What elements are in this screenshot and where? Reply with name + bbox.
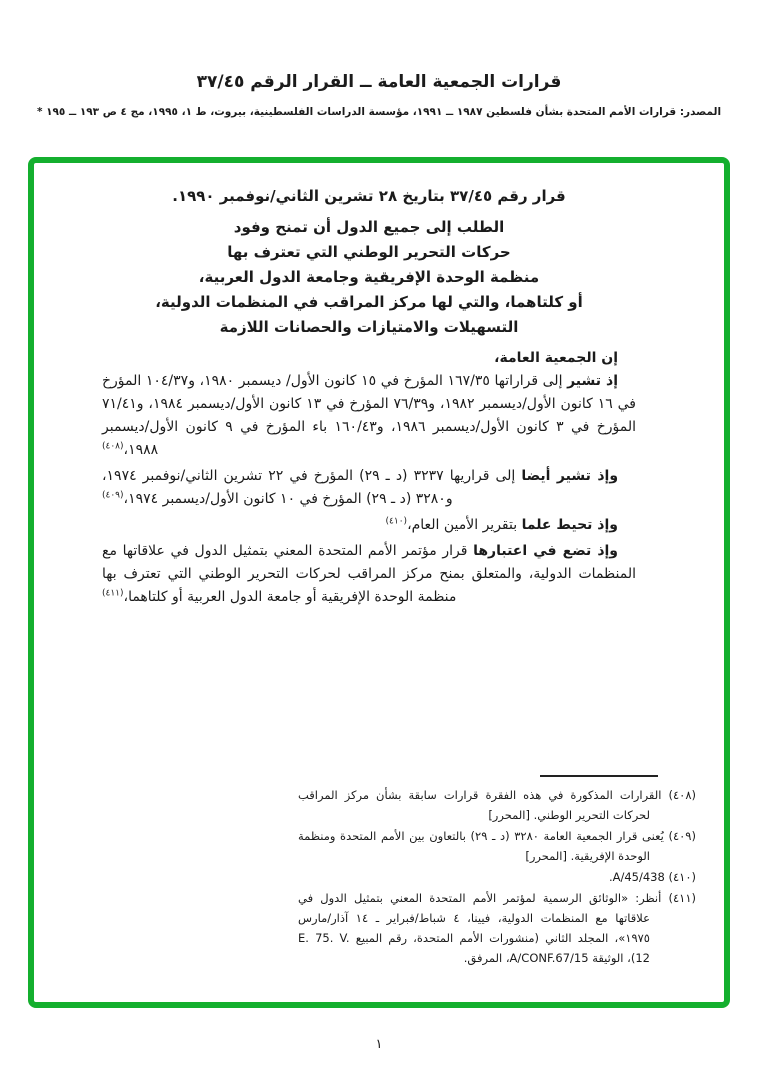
preamble-intro: إن الجمعية العامة، [494,350,618,366]
paragraph-text: قرار مؤتمر الأمم المتحدة المعني بتمثيل الدول في علاقاتها مع المنظمات الدولية، والمتعلق بمنح مركز المراقب لحركات التحرير الوطني التي تعترف بها منظمة الوحدة الإفريقية أو جامعة الدول العربية أو كلتاهما، [102,543,636,605]
resolution-border-box [28,157,730,1008]
footnotes-block [298,775,696,969]
resolution-title-line: أو كلتاهما، والتي لها مركز المراقب في المنظمات الدولية، [155,293,583,311]
paragraph-text: إلى قراراتها ١٦٧/٣٥ المؤرخ في ١٥ كانون الأول/ ديسمبر ١٩٨٠، و١٠٤/٣٧ المؤرخ في ١٦ كانون الأول/ديسمبر ١٩٨٢، و٧٦/٣٩ المؤرخ في ١٣ كانون الأول/ديسمبر ١٩٨٤، و٧١/٤١ المؤرخ في ٣ كانون الأول/ديسمبر ١٩٨٦، و١٦٠/٤٣ باء المؤرخ في ٩ كانون الأول/ديسمبر ١٩٨٨، [102,373,636,458]
paragraph-lead: وإذ تحيط علما [521,517,618,533]
footnote-list [298,785,696,968]
resolution-title-line: التسهيلات والامتيازات والحصانات اللازمة [219,318,519,336]
preamble-paragraph [102,514,636,537]
source-line: المصدر: قرارات الأمم المتحدة بشأن فلسطين ١٩٨٧ ــ ١٩٩١، مؤسسة الدراسات الفلسطينية، بيروت، ط ١، ١٩٩٥، مج ٤ ص ١٩٣ ــ ١٩٥ * [36,106,722,118]
preamble-paragraph [102,465,636,511]
footnote-ref-marker: (٤٠٨) [102,441,124,452]
footnote-marker: (٤١١) [668,891,697,905]
footnote-item [298,826,696,866]
resolution-content [34,163,724,609]
footnote-marker: (٤١٠) [668,870,696,884]
footnote-text: يُعنى قرار الجمعية العامة ٣٢٨٠ (د ـ ٢٩) بالتعاون بين الأمم المتحدة ومنظمة الوحدة الإفريقية. [المحرر] [298,829,664,863]
paragraph-text: إلى قراريها ٣٢٣٧ (د ـ ٢٩) المؤرخ في ٢٢ تشرين الثاني/نوفمبر ١٩٧٤، و٣٢٨٠ (د ـ ٢٩) المؤرخ في ١٠ كانون الأول/ديسمبر ١٩٧٤، [102,468,522,507]
footnote-ref-marker: (٤١٠) [385,516,408,527]
paragraph-lead: وإذ تضع في اعتبارها [473,543,618,559]
resolution-title-line: منظمة الوحدة الإفريقية وجامعة الدول العربية، [198,268,540,286]
preamble-paragraphs [102,370,636,609]
paragraph-lead: إذ تشير [567,373,618,389]
paragraph-lead: وإذ تشير أيضا [521,468,619,484]
page-title: قرارات الجمعية العامة ــ القرار الرقم ٣٧/٤٥ [196,72,562,92]
footnote-item [298,785,696,825]
resolution-title-line: حركات التحرير الوطني التي تعترف بها [227,243,511,261]
resolution-title [102,215,636,340]
footnote-ref-marker: (٤٠٩) [102,490,124,501]
resolution-title-line: الطلب إلى جميع الدول أن تمنح وفود [233,218,505,236]
footnote-ref-marker: (٤١١) [102,588,124,599]
preamble-paragraph [102,370,636,462]
footnote-text: A/45/438. [608,870,665,884]
footnote-separator [540,775,658,777]
page-header [0,72,758,118]
resolution-number-date-line: قرار رقم ٣٧/٤٥ بتاريخ ٢٨ تشرين الثاني/نوفمبر ١٩٩٠. [172,187,566,205]
page-number: ١ [375,1037,383,1052]
footnote-marker: (٤٠٨) [668,788,697,802]
footnote-text: القرارات المذكورة في هذه الفقرة قرارات سابقة بشأن مركز المراقب لحركات التحرير الوطني. [المحرر] [298,788,662,822]
footnote-item [298,888,696,968]
paragraph-text: بتقرير الأمين العام، [407,517,522,533]
preamble-paragraph [102,540,636,609]
footnote-item [298,867,696,887]
footnote-text: أنظر: «الوثائق الرسمية لمؤتمر الأمم المتحدة المعني بتمثيل الدول في علاقاتها مع المنظمات الدولية، فيينا، ٤ شباط/فبراير ـ ١٤ آذار/مارس ١٩٧٥»، المجلد الثاني (منشورات الأمم المتحدة، رقم المبيع E. 75. V. 12)، الوثيقة A/CONF.67/15، المرفق. [298,891,662,965]
footnote-marker: (٤٠٩) [668,829,696,843]
